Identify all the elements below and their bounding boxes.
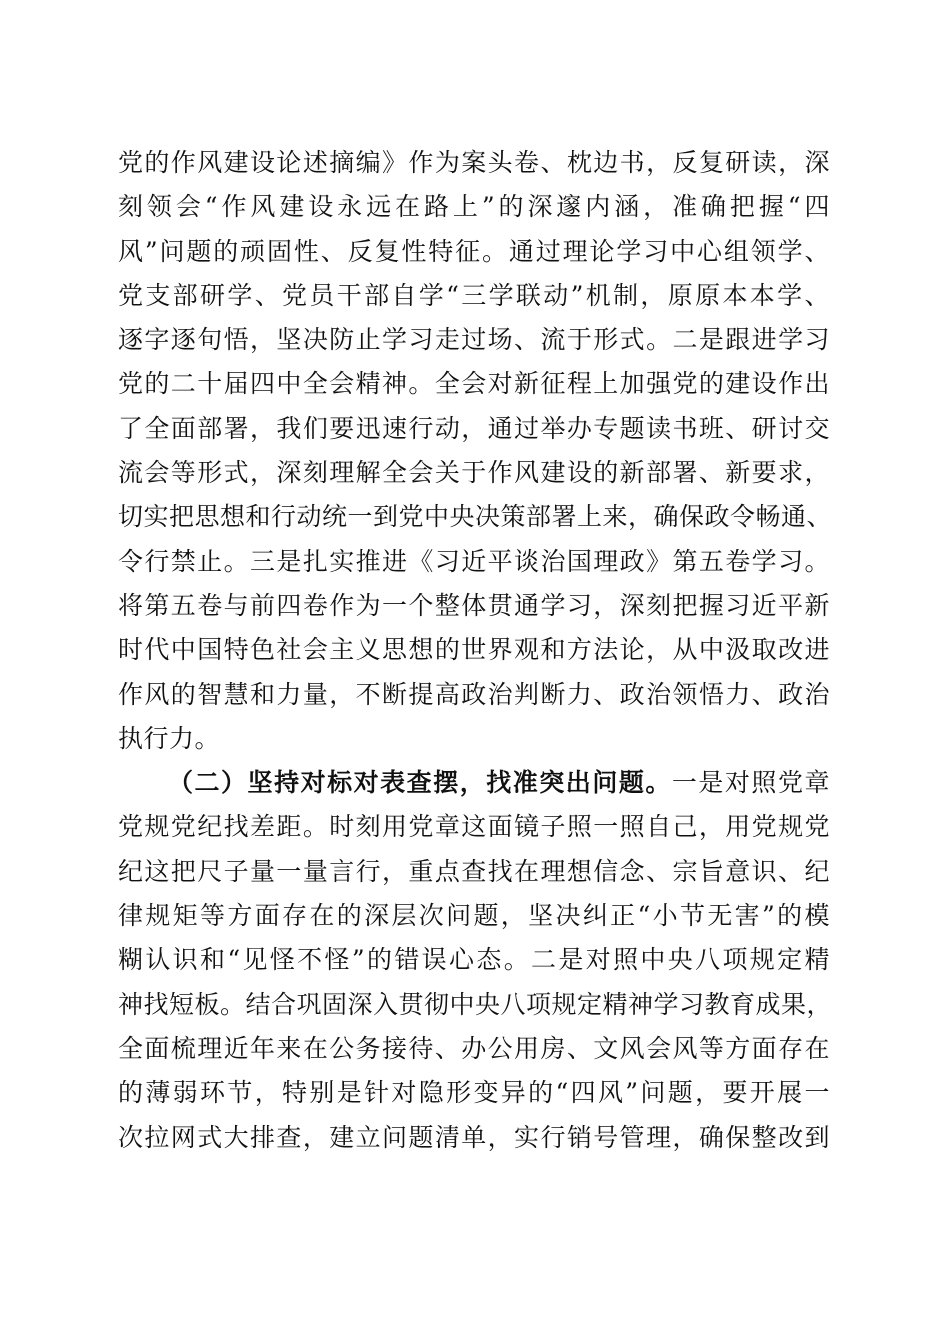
paragraph-line: 切实把思想和行动统一到党中央决策部署上来，确保政令畅通、: [118, 502, 833, 532]
paragraph-line: 刻领会“作风建设永远在路上”的深邃内涵，准确把握“四: [118, 192, 830, 222]
paragraph-line: 党规党纪找差距。时刻用党章这面镜子照一照自己，用党规党: [118, 812, 830, 842]
section-2-first-line: [118, 761, 830, 805]
paragraph-line: 风”问题的顽固性、反复性特征。通过理论学习中心组领学、: [118, 236, 830, 266]
paragraph-line: 作风的智慧和力量，不断提高政治判断力、政治领悟力、政治: [118, 679, 830, 709]
paragraph-line: 糊认识和“见怪不怪”的错误心态。二是对照中央八项规定精: [118, 945, 830, 975]
paragraph-line: 流会等形式，深刻理解全会关于作风建设的新部署、新要求，: [118, 458, 830, 488]
paragraph-line: 神找短板。结合巩固深入贯彻中央八项规定精神学习教育成果，: [118, 989, 833, 1019]
section-2-first-line-text: 一是对照党章: [671, 768, 830, 798]
paragraph-line: 了全面部署，我们要迅速行动，通过举办专题读书班、研讨交: [118, 413, 830, 443]
paragraph-line: 将第五卷与前四卷作为一个整体贯通学习，深刻把握习近平新: [118, 590, 830, 620]
paragraph-line: 令行禁止。三是扎实推进《习近平谈治国理政》第五卷学习。: [118, 546, 830, 576]
paragraph-line: 纪这把尺子量一量言行，重点查找在理想信念、宗旨意识、纪: [118, 856, 830, 886]
paragraph-line: 执行力。: [118, 723, 221, 753]
body-text: [118, 141, 833, 1160]
paragraph-line: 逐字逐句悟，坚决防止学习走过场、流于形式。二是跟进学习: [118, 325, 830, 355]
paragraph-line: 次拉网式大排查，建立问题清单，实行销号管理，确保整改到: [118, 1122, 830, 1152]
section-2-heading: （二）坚持对标对表查摆，找准突出问题。: [168, 768, 672, 798]
paragraph-line: 党的作风建设论述摘编》作为案头卷、枕边书，反复研读，深: [118, 148, 830, 177]
paragraph-line: 党的二十届四中全会精神。全会对新征程上加强党的建设作出: [118, 369, 830, 399]
paragraph-line: 律规矩等方面存在的深层次问题，坚决纠正“小节无害”的模: [118, 901, 830, 931]
paragraph-line: 时代中国特色社会主义思想的世界观和方法论，从中汲取改进: [118, 635, 830, 665]
paragraph-line: 党支部研学、党员干部自学“三学联动”机制，原原本本学、: [118, 280, 830, 310]
paragraph-line: 全面梳理近年来在公务接待、办公用房、文风会风等方面存在: [118, 1033, 830, 1063]
paragraph-line: 的薄弱环节，特别是针对隐形变异的“四风”问题，要开展一: [118, 1078, 830, 1108]
